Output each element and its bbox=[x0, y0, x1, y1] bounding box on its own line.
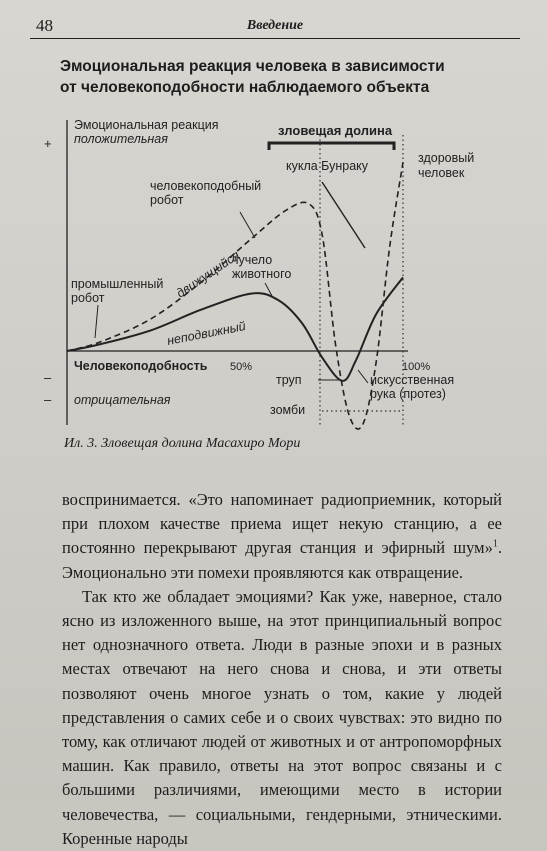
paragraph-1-text: воспринимается. «Это напоминает радиоприемник, который при плохом качестве приема ищет некую станцию, а ее постоянно перекрывают другая станция и эфирный шум» bbox=[62, 490, 502, 558]
paragraph-1 bbox=[62, 488, 502, 585]
label-healthy-human-1: здоровый bbox=[418, 151, 475, 165]
y-minus-mark-2: – bbox=[44, 392, 52, 407]
label-prosthesis-2: рука (протез) bbox=[370, 387, 446, 401]
y-minus-mark: – bbox=[44, 370, 52, 385]
x-tick-50: 50% bbox=[230, 361, 253, 373]
paragraph-2: Так кто же обладает эмоциями? Как уже, наверное, стало ясно из изложенного выше, на этот принципиальный вопрос нет однозначного ответа. Люди в разные эпохи и в разных местах отвечают на него снова и снова, и эти ответы позволяют очень многое узнать о том, какие у людей представления о самих себе и о своих чувствах: это видно по тому, как отличают людей от животных и от антропоморфных машин. Как правило, ответы на этот вопрос связаны и с большими различиями, имеющими место в истории человечества, — социальными, гендерными, этническими. Коренные народы bbox=[62, 586, 502, 848]
page-number: 48 bbox=[36, 16, 53, 35]
label-zombie: зомби bbox=[270, 403, 306, 417]
leader-bunraku bbox=[322, 182, 365, 248]
figure-caption: Ил. 3. Зловещая долина Масахиро Мори bbox=[64, 436, 301, 451]
label-humanoid-robot-1: человекоподобный bbox=[150, 179, 262, 193]
y-positive-label: положительная bbox=[74, 132, 168, 146]
label-humanoid-robot-2: робот bbox=[150, 193, 184, 207]
body-text bbox=[62, 488, 502, 851]
label-healthy-human-2: человек bbox=[418, 166, 465, 180]
figure-title-line-1: Эмоциональная реакция человека в зависимости bbox=[60, 58, 445, 75]
y-plus-mark: + bbox=[44, 136, 52, 151]
leader-prosthesis bbox=[358, 370, 368, 383]
figure-title-line-2: от человекоподобности наблюдаемого объекта bbox=[60, 79, 430, 96]
label-industrial-robot-2: робот bbox=[71, 291, 105, 305]
series-label-moving: движущийся bbox=[173, 248, 243, 301]
label-industrial-robot-1: промышленный bbox=[71, 277, 164, 291]
series-label-still: неподвижный bbox=[165, 318, 247, 348]
label-stuffed-animal-2: животного bbox=[232, 267, 292, 281]
label-prosthesis-1: искусственная bbox=[370, 373, 455, 387]
x-axis-label: Человекоподобность bbox=[74, 359, 208, 373]
label-stuffed-animal-1: чучело bbox=[232, 253, 273, 267]
valley-label: зловещая долина bbox=[278, 123, 393, 138]
running-head: Введение bbox=[246, 18, 304, 33]
y-axis-label: Эмоциональная реакция bbox=[74, 118, 219, 132]
x-tick-100: 100% bbox=[402, 361, 431, 373]
leader-humanoid-robot bbox=[240, 212, 255, 238]
valley-bracket bbox=[269, 143, 394, 150]
leader-industrial-robot bbox=[95, 305, 98, 338]
label-corpse: труп bbox=[276, 373, 302, 387]
footnote-marker: 1 bbox=[492, 538, 498, 550]
series-line-moving bbox=[67, 162, 403, 429]
y-negative-label: отрицательная bbox=[74, 393, 171, 407]
paragraph-1-tail: . Эмоционально эти помехи проявляются как отвращение. bbox=[62, 538, 502, 582]
label-bunraku: кукла Бунраку bbox=[286, 159, 369, 173]
